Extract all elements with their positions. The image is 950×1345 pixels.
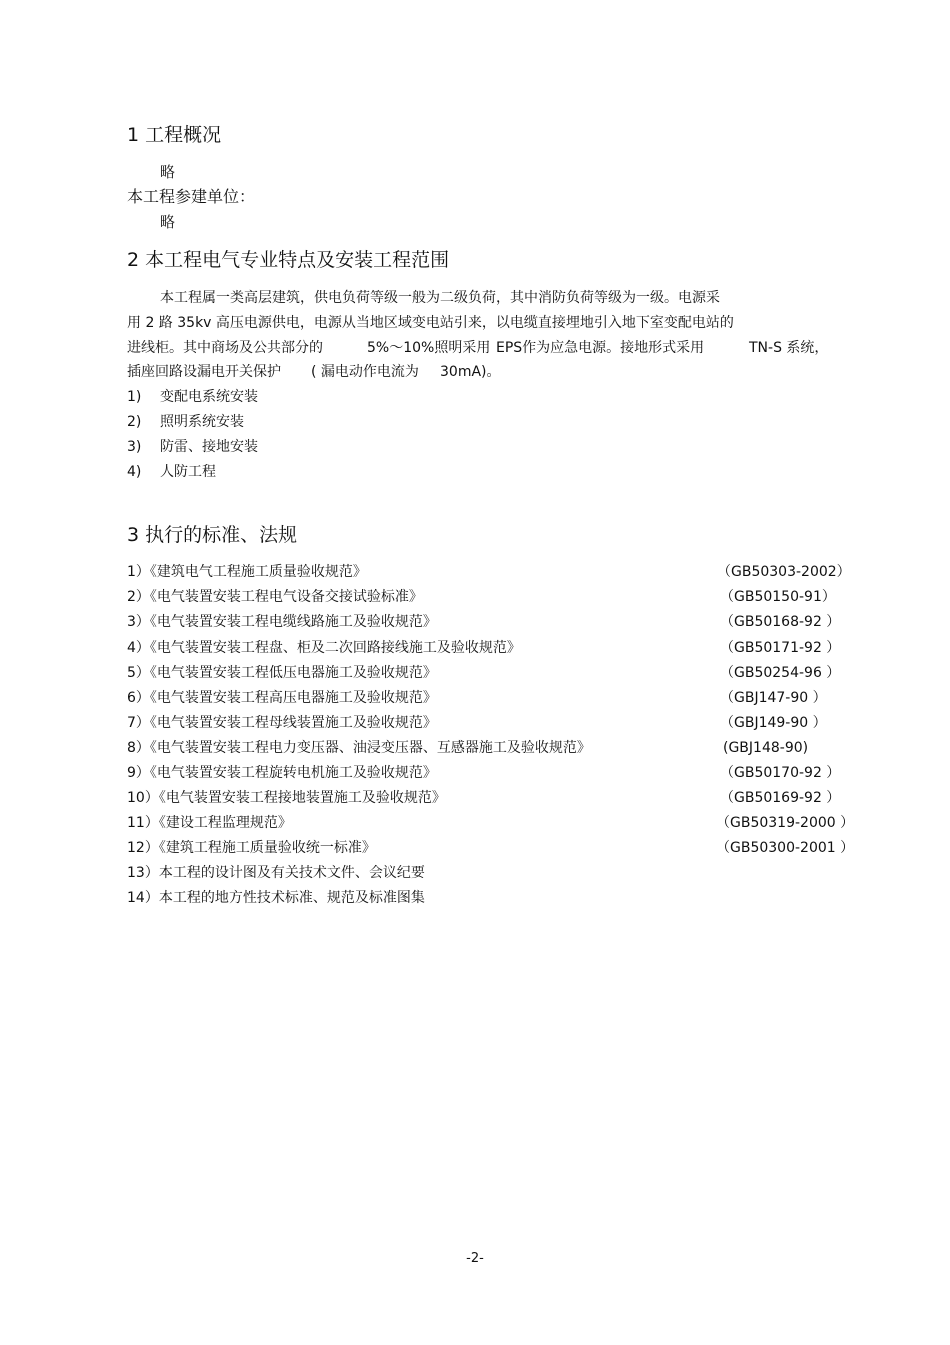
paragraph-line-2: 用 2 路 35kv 高压电源供电，电源从当地区域变电站引来，以电缆直接埋地引入地下室变配电站的	[127, 315, 734, 331]
standard-title: 6）《电气装置安装工程高压电器施工及验收规范》	[127, 690, 437, 706]
standard-code: （GB50171-92 ）	[720, 640, 841, 656]
standard-title: 10）《电气装置安装工程接地装置施工及验收规范》	[127, 790, 446, 806]
scope-item-2-num: 2)	[127, 414, 142, 430]
standard-code: （GB50170-92 ）	[720, 765, 841, 781]
standard-title: 8）《电气装置安装工程电力变压器、油浸变压器、互感器施工及验收规范》	[127, 740, 591, 756]
paragraph-line-3a: 进线柜。其中商场及公共部分的	[127, 340, 323, 356]
scope-item-1-num: 1)	[127, 389, 142, 405]
standard-code: （GB50303-2002）	[717, 564, 851, 580]
scope-item-4-num: 4)	[127, 464, 142, 480]
paragraph-line-4b: ( 漏电动作电流为	[311, 364, 419, 380]
paragraph-line-4c: 30mA)。	[440, 364, 501, 380]
standard-title: 9）《电气装置安装工程旋转电机施工及验收规范》	[127, 765, 437, 781]
standard-code: （GBJ149-90 ）	[720, 715, 827, 731]
standard-code: （GB50319-2000 ）	[716, 815, 855, 831]
standard-title: 7）《电气装置安装工程母线装置施工及验收规范》	[127, 715, 437, 731]
standard-code: （GB50168-92 ）	[720, 614, 841, 630]
scope-item-1-text: 变配电系统安装	[160, 389, 258, 405]
standard-code: （GB50150-91）	[720, 589, 836, 605]
scope-item-3-text: 防雷、接地安装	[160, 439, 258, 455]
paragraph-line-1: 本工程属一类高层建筑，供电负荷等级一般为二级负荷，其中消防负荷等级为一级。电源采	[160, 290, 720, 306]
section-1-heading: 1 工程概况	[127, 124, 222, 146]
paragraph-line-3b: 5%～10%照明采用	[367, 340, 491, 356]
paragraph-line-3c: EPS作为应急电源。接地形式采用	[496, 340, 705, 356]
overview-text: 略	[160, 163, 176, 181]
standard-code: （GB50300-2001 ）	[716, 840, 855, 856]
standard-code: (GBJ148-90)	[723, 740, 809, 756]
paragraph-line-3d: TN-S 系统，	[749, 340, 829, 356]
standard-code: （GB50254-96 ）	[720, 665, 841, 681]
standard-title: 3）《电气装置安装工程电缆线路施工及验收规范》	[127, 614, 437, 630]
standard-title: 2）《电气装置安装工程电气设备交接试验标准》	[127, 589, 423, 605]
standard-title: 11）《建设工程监理规范》	[127, 815, 292, 831]
participants-text: 略	[160, 213, 176, 231]
section-3-heading: 3 执行的标准、法规	[127, 524, 298, 546]
standard-title: 13）本工程的设计图及有关技术文件、会议纪要	[127, 865, 425, 881]
section-2-heading: 2 本工程电气专业特点及安装工程范围	[127, 249, 450, 271]
standard-title: 12）《建筑工程施工质量验收统一标准》	[127, 840, 376, 856]
standard-title: 4）《电气装置安装工程盘、柜及二次回路接线施工及验收规范》	[127, 640, 521, 656]
scope-item-3-num: 3)	[127, 439, 142, 455]
standard-code: （GBJ147-90 ）	[720, 690, 827, 706]
page-number: -2-	[466, 1251, 484, 1266]
standard-code: （GB50169-92 ）	[720, 790, 841, 806]
participants-label: 本工程参建单位：	[127, 187, 256, 206]
scope-item-4-text: 人防工程	[160, 464, 216, 480]
scope-item-2-text: 照明系统安装	[160, 414, 244, 430]
standard-title: 1）《建筑电气工程施工质量验收规范》	[127, 564, 367, 580]
standard-title: 14）本工程的地方性技术标准、规范及标准图集	[127, 890, 425, 906]
paragraph-line-4a: 插座回路设漏电开关保护	[127, 364, 281, 380]
standard-title: 5）《电气装置安装工程低压电器施工及验收规范》	[127, 665, 437, 681]
